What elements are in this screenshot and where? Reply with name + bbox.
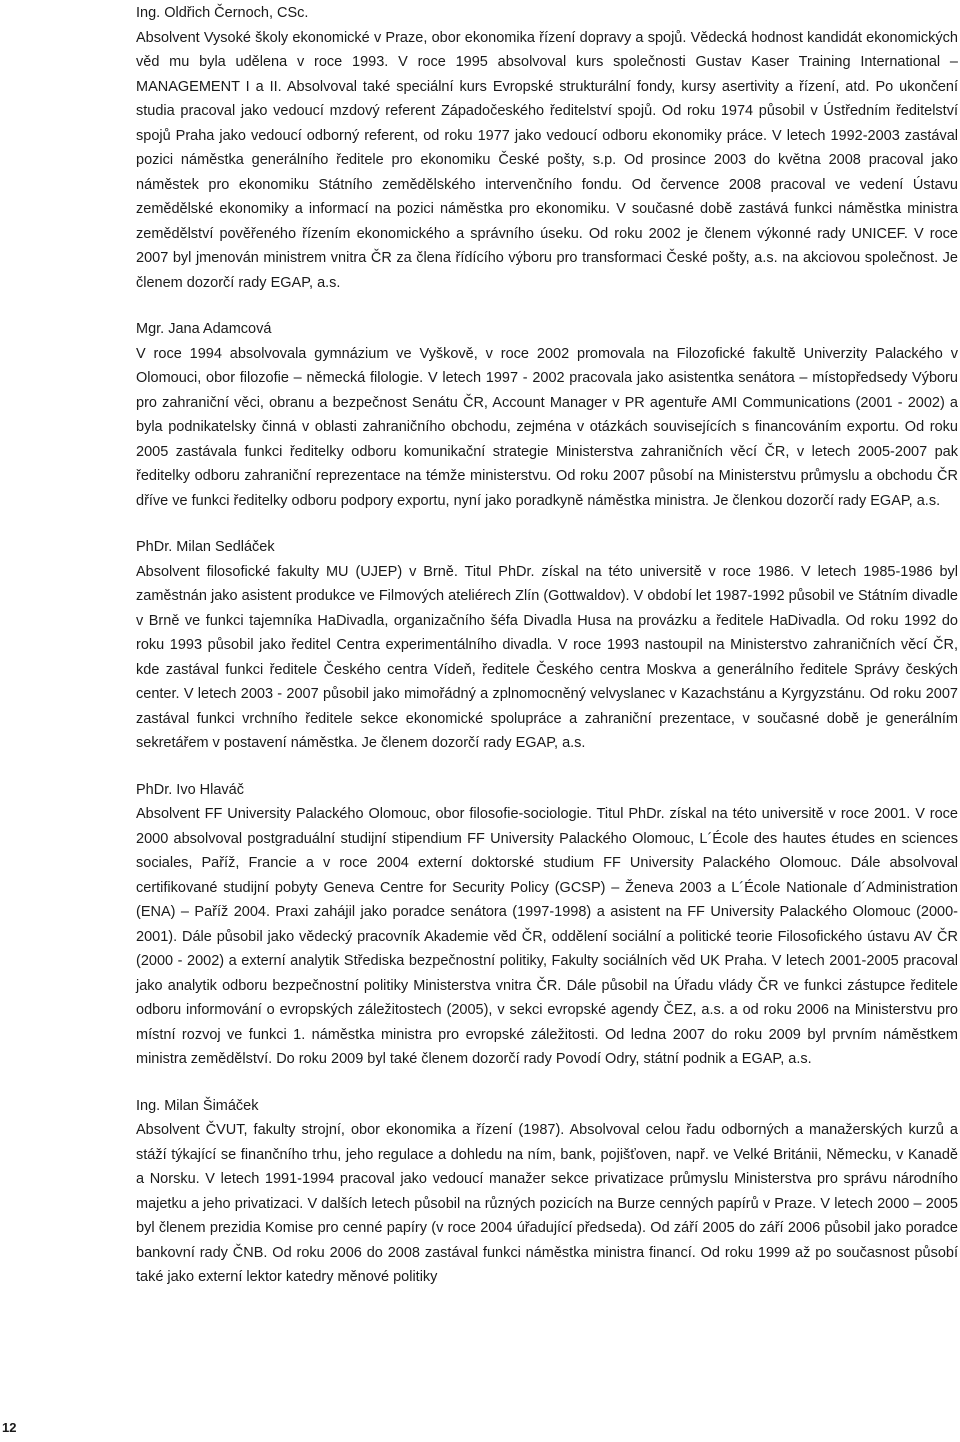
bio-name: Ing. Milan Šimáček — [136, 1097, 259, 1114]
bio-simacek — [136, 1093, 958, 1290]
bio-text: Absolvent FF University Palackého Olomouc, obor filosofie-sociologie. Titul PhDr. získal na této universitě v roce 2001. V roce 2000 absolvoval postgraduální studijní stipendium FF University Palackého Olomouc, L´École des hautes études en sciences sociales, Paříž, Francie a v roce 2004 externí doktorské studium FF University Palackého Olomouc. Dále absolvoval certifikované studijní pobyty Geneva Centre for Security Policy (GCSP) – Ženeva 2003 a L´École Nationale d´Administration (ENA) – Paříž 2004. Praxi zahájil jako poradce senátora (1997-1998) a asistent na FF University Palackého Olomouc (2000-2001). Dále působil jako vědecký pracovník Akademie věd ČR, oddělení sociální a politické teorie Filosofického ústavu AV ČR (2000 - 2002) a externí analytik Střediska bezpečnostní politiky, Fakulty sociálních věd UK Praha. V letech 2001-2005 pracoval jako analytik odboru bezpečnostní politiky Ministerstva vnitra ČR. Dále působil na Úřadu vlády ČR ve funkci zástupce ředitele odboru informování o evropských záležitostech (2005), v sekci evropské agendy ČEZ, a.s. a od roku 2006 na Ministerstvu pro místní rozvoj ve funkci 1. náměstka ministra pro evropské záležitosti. Od ledna 2007 do roku 2009 byl prvním náměstkem ministra zemědělství. Do roku 2009 byl také členem dozorčí rady Povodí Odry, státní podnik a EGAP, a.s. — [136, 806, 958, 1067]
bio-text: V roce 1994 absolvovala gymnázium ve Vyškově, v roce 2002 promovala na Filozofické fakultě Univerzity Palackého v Olomouci, obor filozofie – německá filologie. V letech 1997 - 2002 pracovala jako asistentka senátora – místopředsedy Výboru pro zahraniční věci, obranu a bezpečnost Senátu ČR, Account Manager v PR agentuře AMI Communications (2001 - 2002) a byla podnikatelsky činná v oblasti zahraničního obchodu, zejména v otázkách souvisejících s financováním exportu. Od roku 2005 zastávala funkci ředitelky odboru komunikační strategie Ministerstva zahraničních věcí ČR, v letech 2005-2007 pak ředitelky odboru zahraniční reprezentace na témže ministerstvu. Od roku 2007 působí na Ministerstvu průmyslu a obchodu ČR dříve ve funkci ředitelky odboru podpory exportu, nyní jako poradkyně náměstka ministra. Je členkou dozorčí rady EGAP, a.s. — [136, 345, 958, 509]
bio-text: Absolvent ČVUT, fakulty strojní, obor ekonomika a řízení (1987). Absolvoval celou řadu odborných a manažerských kurzů a stáží týkající se finančního trhu, jeho regulace a dohledu na ním, bank, pojišťoven, např. ve Velké Británii, Německu, v Kanadě a Norsku. V letech 1991-1994 pracoval jako vedoucí manažer sekce privatizace průmyslu Ministerstva pro správu národního majetku a jeho privatizaci. V dalších letech působil na různých pozicích na Burze cenných papírů v Praze. V letech 2000 – 2005 byl členem prezidia Komise pro cenné papíry (v roce 2004 úřadující předseda). Od září 2005 do září 2006 působil jako poradce bankovní rady ČNB. Od roku 2006 do 2008 zastával funkci náměstka ministra financí. Od roku 1999 až po současnost působí také jako externí lektor katedry měnové politiky — [136, 1122, 958, 1285]
page-number: 12 — [2, 1420, 17, 1435]
bio-name: Ing. Oldřich Černoch, CSc. — [136, 5, 309, 21]
bio-text: Absolvent Vysoké školy ekonomické v Praze, obor ekonomika řízení dopravy a spojů. Vědecká hodnost kandidát ekonomických věd mu byla udělena v roce 1993. V roce 1995 absolvoval kurs společnosti Gustav Kaser Training International – MANAGEMENT I a II. Absolvoval také speciální kurs Evropské strukturální fondy, kursy asertivity a řízení, atd. Po ukončení studia pracoval jako vedoucí mzdový referent Západočeského ředitelství spojů. Od roku 1974 působil v Ústředním ředitelství spojů Praha jako vedoucí odborný referent, od roku 1977 jako vedoucí odboru ekonomiky práce. V letech 1992-2003 zastával pozici náměstka generálního ředitele pro ekonomiku České pošty, s.p. Od prosince 2003 do května 2008 pracoval jako náměstek pro ekonomiku Státního zemědělského intervenčního fondu. Od července 2008 pracoval ve vedení Ústavu zemědělské ekonomiky a informací na pozici náměstka pro ekonomiku. V současné době zastává funkci náměstka ministra zemědělství pověřeného řízením ekonomického a správního úseku. Od roku 2002 je členem výkonné rady UNICEF. V roce 2007 byl jmenován ministrem vnitra ČR za člena řídícího výboru pro transformaci České pošty, a.s. na akciovou společnost. Je členem dozorčí rady EGAP, a.s. — [136, 29, 958, 291]
bio-sedlacek — [136, 534, 958, 756]
bio-name: PhDr. Milan Sedláček — [136, 539, 275, 555]
bio-text: Absolvent filosofické fakulty MU (UJEP) v Brně. Titul PhDr. získal na této universitě v roce 1986. V letech 1985-1986 byl zaměstnán jako asistent produkce ve Filmových ateliérech Zlín (Gottwaldov). V období let 1987-1992 působil ve Státním divadle v Brně ve funkci tajemníka HaDivadla, organizačního šéfa Divadla Husa na provázku a ředitele HaDivadla. Od roku 1992 do roku 1993 působil jako ředitel Centra experimentálního divadla. V roce 1993 nastoupil na Ministerstvo zahraničních věcí ČR, kde zastával funkci ředitele Českého centra Vídeň, ředitele Českého centra Moskva a generálního ředitele Správy českých center. V letech 2003 - 2007 působil jako mimořádný a zplnomocněný velvyslanec v Kazachstánu a Kyrgyzstánu. Od roku 2007 zastával funkci vrchního ředitele sekce ekonomické spolupráce a zahraniční prezentace, v současné době je generálním sekretářem v postavení náměstka. Je členem dozorčí rady EGAP, a.s. — [136, 563, 958, 751]
section-spacer — [136, 295, 958, 316]
bio-name: Mgr. Jana Adamcová — [136, 321, 272, 337]
document-body — [136, 0, 958, 1290]
section-spacer — [136, 1072, 958, 1093]
bio-name: PhDr. Ivo Hlaváč — [136, 781, 244, 798]
bio-adamcova — [136, 316, 958, 513]
bio-cernoch — [136, 0, 958, 295]
bio-hlavac — [136, 777, 958, 1072]
section-spacer — [136, 756, 958, 777]
section-spacer — [136, 513, 958, 534]
